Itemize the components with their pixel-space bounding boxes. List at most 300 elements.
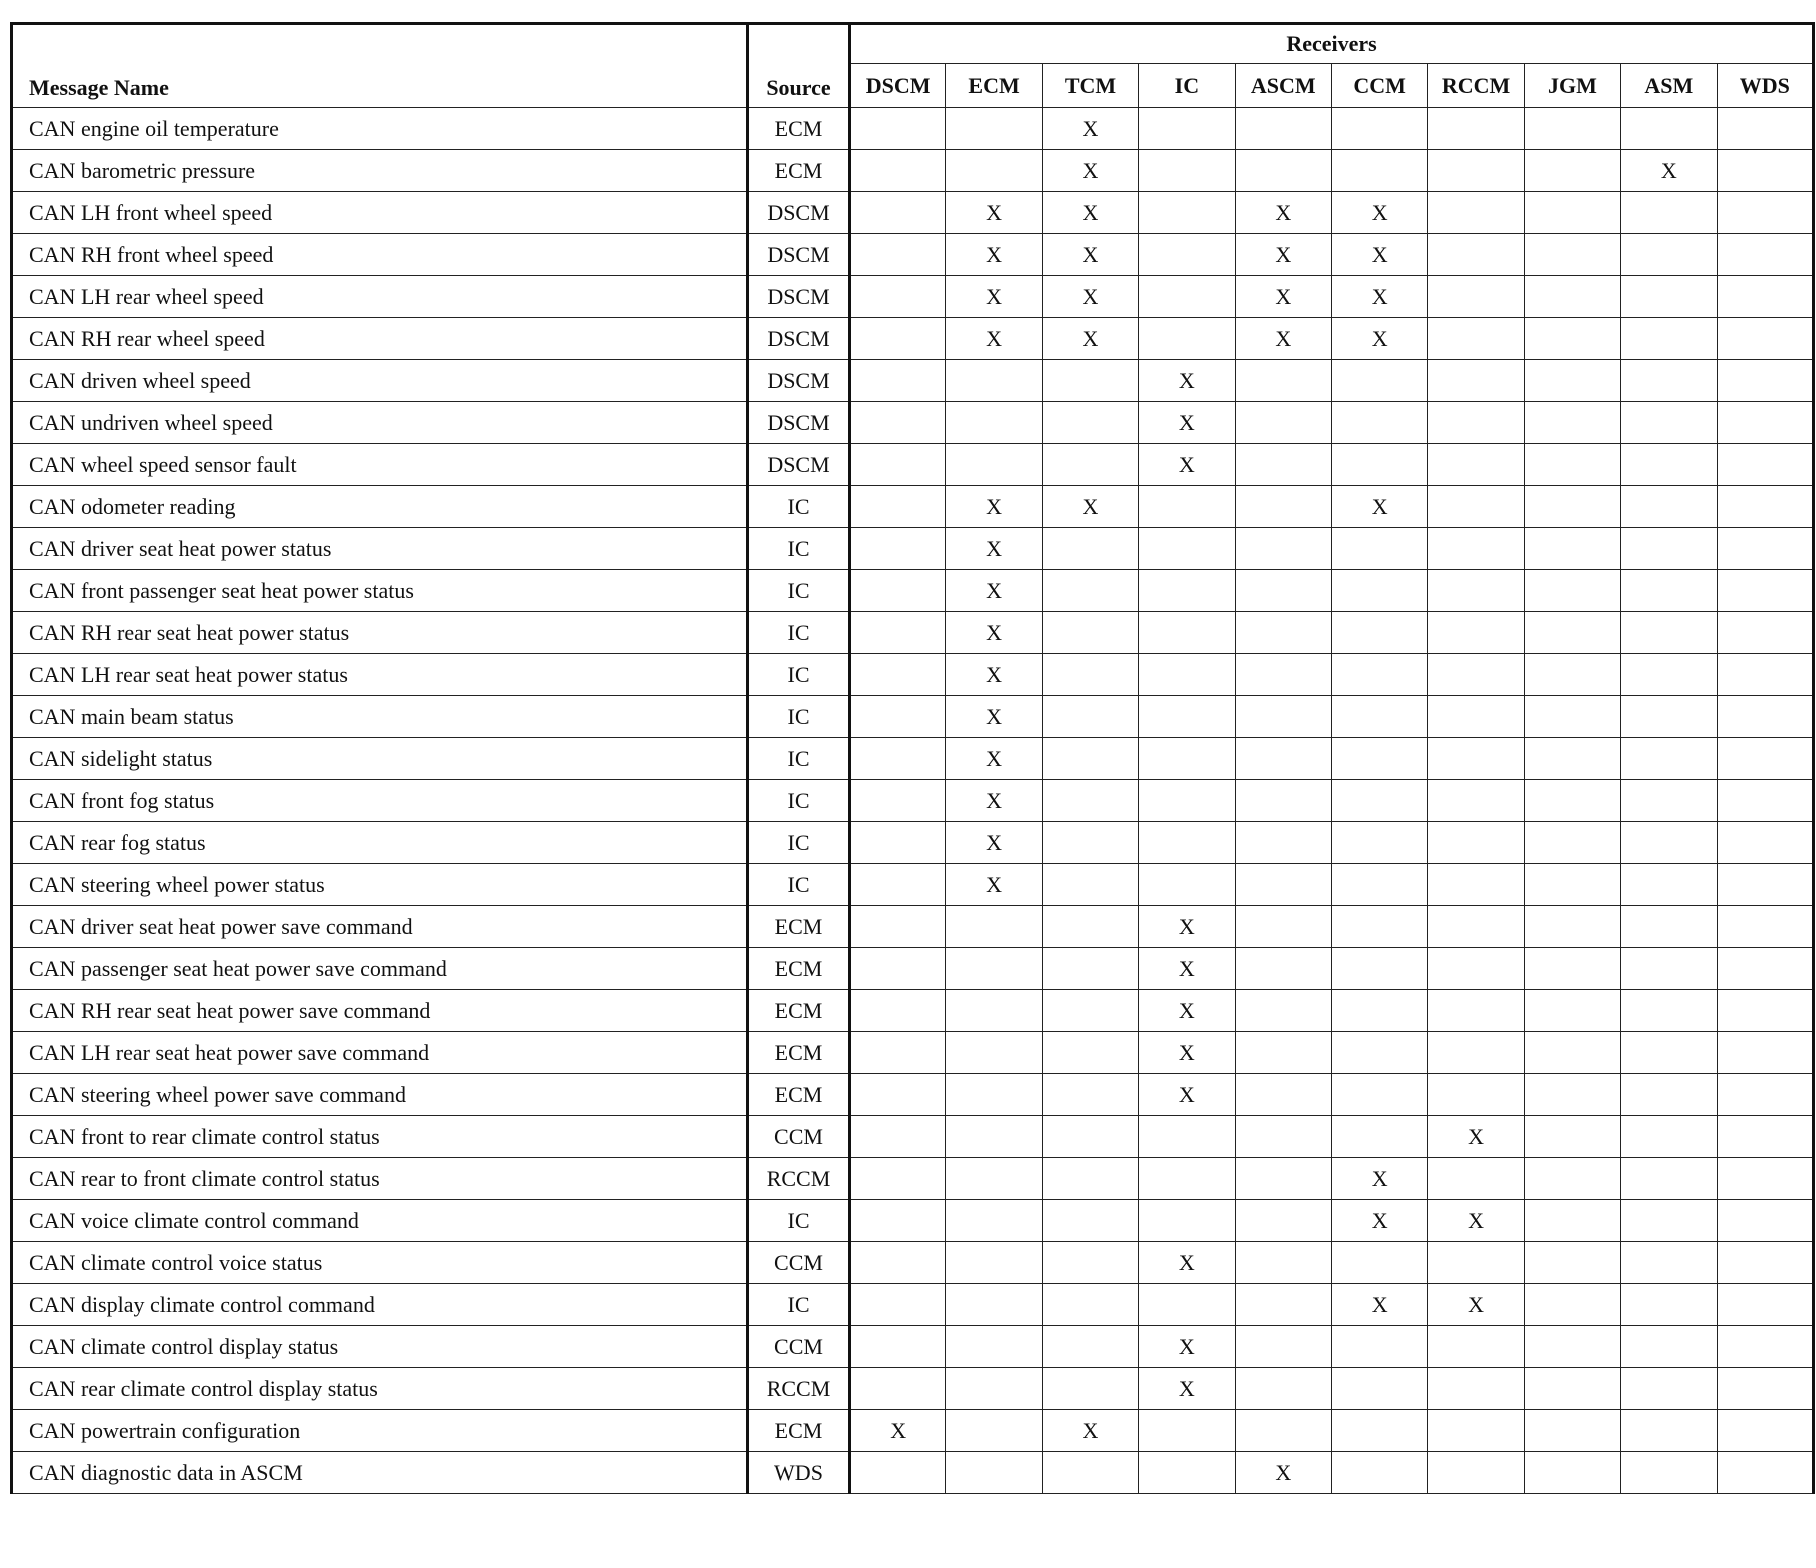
receiver-empty-dscm <box>850 150 946 192</box>
receiver-empty-ic <box>1139 318 1235 360</box>
receiver-mark-asm: X <box>1621 150 1717 192</box>
receiver-empty-ccm <box>1331 948 1427 990</box>
receiver-empty-rccm <box>1428 402 1524 444</box>
receiver-empty-rccm <box>1428 108 1524 150</box>
receiver-empty-wds <box>1717 1284 1814 1326</box>
receiver-empty-dscm <box>850 1032 946 1074</box>
receiver-empty-rccm <box>1428 150 1524 192</box>
receiver-mark-ic: X <box>1139 990 1235 1032</box>
receiver-empty-ccm <box>1331 906 1427 948</box>
receiver-empty-ascm <box>1235 1368 1331 1410</box>
receiver-empty-ascm <box>1235 654 1331 696</box>
receiver-empty-asm <box>1621 1200 1717 1242</box>
receiver-empty-ascm <box>1235 1158 1331 1200</box>
receiver-empty-jgm <box>1524 108 1620 150</box>
receiver-empty-ecm <box>946 1284 1042 1326</box>
receiver-mark-tcm: X <box>1042 150 1138 192</box>
receiver-empty-wds <box>1717 444 1814 486</box>
receiver-empty-ascm <box>1235 738 1331 780</box>
receiver-empty-ccm <box>1331 864 1427 906</box>
receiver-empty-tcm <box>1042 822 1138 864</box>
receiver-empty-dscm <box>850 864 946 906</box>
receiver-empty-tcm <box>1042 1242 1138 1284</box>
source-cell: IC <box>748 780 850 822</box>
receiver-empty-jgm <box>1524 906 1620 948</box>
message-name-cell: CAN passenger seat heat power save command <box>12 948 748 990</box>
message-name-cell: CAN rear fog status <box>12 822 748 864</box>
source-cell: CCM <box>748 1242 850 1284</box>
receiver-mark-ecm: X <box>946 192 1042 234</box>
receiver-empty-jgm <box>1524 1032 1620 1074</box>
receiver-empty-ic <box>1139 738 1235 780</box>
receiver-empty-asm <box>1621 234 1717 276</box>
source-cell: WDS <box>748 1452 850 1494</box>
receiver-empty-tcm <box>1042 696 1138 738</box>
receiver-mark-ccm: X <box>1331 318 1427 360</box>
receiver-empty-jgm <box>1524 528 1620 570</box>
receiver-mark-ascm: X <box>1235 234 1331 276</box>
receiver-empty-ccm <box>1331 108 1427 150</box>
receiver-empty-ic <box>1139 1200 1235 1242</box>
receiver-mark-ecm: X <box>946 234 1042 276</box>
receiver-empty-ascm <box>1235 1074 1331 1116</box>
message-name-cell: CAN RH rear seat heat power status <box>12 612 748 654</box>
receiver-empty-asm <box>1621 108 1717 150</box>
receiver-empty-jgm <box>1524 1158 1620 1200</box>
receiver-empty-ccm <box>1331 738 1427 780</box>
table-row <box>12 486 1814 528</box>
receiver-empty-rccm <box>1428 654 1524 696</box>
table-row <box>12 822 1814 864</box>
receiver-empty-rccm <box>1428 276 1524 318</box>
message-name-cell: CAN climate control voice status <box>12 1242 748 1284</box>
message-name-cell: CAN RH front wheel speed <box>12 234 748 276</box>
receiver-empty-rccm <box>1428 906 1524 948</box>
message-name-cell: CAN sidelight status <box>12 738 748 780</box>
receiver-empty-wds <box>1717 486 1814 528</box>
receiver-empty-ecm <box>946 1032 1042 1074</box>
receiver-empty-rccm <box>1428 822 1524 864</box>
receiver-empty-jgm <box>1524 864 1620 906</box>
receiver-empty-ccm <box>1331 654 1427 696</box>
receiver-header-dscm: DSCM <box>850 64 946 108</box>
receiver-empty-jgm <box>1524 1410 1620 1452</box>
receiver-empty-wds <box>1717 1032 1814 1074</box>
receiver-empty-dscm <box>850 1200 946 1242</box>
receiver-empty-asm <box>1621 612 1717 654</box>
receiver-empty-rccm <box>1428 444 1524 486</box>
source-cell: IC <box>748 612 850 654</box>
receiver-empty-ic <box>1139 108 1235 150</box>
receiver-empty-jgm <box>1524 402 1620 444</box>
message-name-cell: CAN LH rear seat heat power status <box>12 654 748 696</box>
message-name-cell: CAN front to rear climate control status <box>12 1116 748 1158</box>
receiver-mark-ascm: X <box>1235 318 1331 360</box>
can-message-matrix-table <box>10 22 1815 1494</box>
receiver-empty-wds <box>1717 780 1814 822</box>
receiver-empty-asm <box>1621 360 1717 402</box>
receiver-empty-rccm <box>1428 780 1524 822</box>
table-row <box>12 780 1814 822</box>
source-cell: ECM <box>748 948 850 990</box>
table-row <box>12 192 1814 234</box>
message-name-cell: CAN steering wheel power save command <box>12 1074 748 1116</box>
receiver-mark-ic: X <box>1139 1242 1235 1284</box>
table-header <box>12 24 1814 108</box>
receiver-empty-dscm <box>850 1452 946 1494</box>
receiver-empty-jgm <box>1524 486 1620 528</box>
receiver-empty-asm <box>1621 1452 1717 1494</box>
source-cell: RCCM <box>748 1158 850 1200</box>
receiver-empty-dscm <box>850 276 946 318</box>
receiver-empty-jgm <box>1524 1200 1620 1242</box>
receiver-empty-wds <box>1717 570 1814 612</box>
source-header: Source <box>748 24 850 108</box>
table-row <box>12 108 1814 150</box>
receiver-mark-ic: X <box>1139 906 1235 948</box>
receiver-empty-rccm <box>1428 864 1524 906</box>
source-cell: DSCM <box>748 402 850 444</box>
message-name-cell: CAN climate control display status <box>12 1326 748 1368</box>
receiver-empty-asm <box>1621 192 1717 234</box>
table-row <box>12 612 1814 654</box>
receiver-empty-wds <box>1717 822 1814 864</box>
receiver-empty-ecm <box>946 108 1042 150</box>
receiver-mark-ic: X <box>1139 444 1235 486</box>
receiver-empty-tcm <box>1042 1032 1138 1074</box>
table-row <box>12 402 1814 444</box>
receiver-empty-asm <box>1621 570 1717 612</box>
table-row <box>12 1158 1814 1200</box>
receiver-empty-ecm <box>946 1116 1042 1158</box>
receiver-mark-ascm: X <box>1235 1452 1331 1494</box>
receiver-mark-tcm: X <box>1042 192 1138 234</box>
source-cell: IC <box>748 528 850 570</box>
receiver-empty-jgm <box>1524 1368 1620 1410</box>
receiver-empty-asm <box>1621 1032 1717 1074</box>
receiver-empty-tcm <box>1042 1200 1138 1242</box>
receiver-empty-ccm <box>1331 1074 1427 1116</box>
table-row <box>12 528 1814 570</box>
receiver-empty-wds <box>1717 360 1814 402</box>
receiver-header-ic: IC <box>1139 64 1235 108</box>
receiver-empty-dscm <box>850 318 946 360</box>
receiver-empty-ascm <box>1235 864 1331 906</box>
receiver-empty-asm <box>1621 780 1717 822</box>
receiver-empty-dscm <box>850 570 946 612</box>
receiver-empty-asm <box>1621 1242 1717 1284</box>
receiver-empty-dscm <box>850 1368 946 1410</box>
message-name-cell: CAN driver seat heat power save command <box>12 906 748 948</box>
receiver-empty-rccm <box>1428 1452 1524 1494</box>
receiver-empty-tcm <box>1042 906 1138 948</box>
message-name-cell: CAN LH rear seat heat power save command <box>12 1032 748 1074</box>
receiver-empty-dscm <box>850 108 946 150</box>
receiver-empty-wds <box>1717 738 1814 780</box>
receiver-empty-tcm <box>1042 948 1138 990</box>
receiver-empty-dscm <box>850 486 946 528</box>
source-cell: IC <box>748 822 850 864</box>
receiver-empty-dscm <box>850 234 946 276</box>
receiver-empty-ccm <box>1331 1242 1427 1284</box>
receiver-empty-rccm <box>1428 1074 1524 1116</box>
receiver-empty-dscm <box>850 1116 946 1158</box>
message-name-cell: CAN front passenger seat heat power status <box>12 570 748 612</box>
receiver-empty-rccm <box>1428 1368 1524 1410</box>
receiver-mark-ic: X <box>1139 1368 1235 1410</box>
receiver-empty-ascm <box>1235 402 1331 444</box>
receiver-empty-asm <box>1621 948 1717 990</box>
receiver-empty-ccm <box>1331 570 1427 612</box>
source-cell: ECM <box>748 1410 850 1452</box>
message-name-cell: CAN diagnostic data in ASCM <box>12 1452 748 1494</box>
receiver-empty-rccm <box>1428 1242 1524 1284</box>
receiver-empty-ccm <box>1331 780 1427 822</box>
receiver-empty-jgm <box>1524 1452 1620 1494</box>
table-row <box>12 1116 1814 1158</box>
receiver-mark-ecm: X <box>946 654 1042 696</box>
receiver-empty-ccm <box>1331 696 1427 738</box>
source-cell: ECM <box>748 906 850 948</box>
receiver-mark-ic: X <box>1139 948 1235 990</box>
receiver-empty-wds <box>1717 1116 1814 1158</box>
table-body <box>12 108 1814 1494</box>
table-row <box>12 360 1814 402</box>
table-row <box>12 234 1814 276</box>
receiver-empty-ecm <box>946 1410 1042 1452</box>
message-name-cell: CAN driven wheel speed <box>12 360 748 402</box>
receiver-empty-asm <box>1621 738 1717 780</box>
receiver-empty-ecm <box>946 990 1042 1032</box>
receiver-empty-jgm <box>1524 612 1620 654</box>
receiver-empty-rccm <box>1428 948 1524 990</box>
receiver-empty-ecm <box>946 1242 1042 1284</box>
receiver-empty-tcm <box>1042 1326 1138 1368</box>
receiver-empty-ecm <box>946 402 1042 444</box>
table-row <box>12 696 1814 738</box>
receiver-empty-rccm <box>1428 318 1524 360</box>
receiver-empty-rccm <box>1428 1158 1524 1200</box>
receiver-empty-ic <box>1139 234 1235 276</box>
receiver-empty-asm <box>1621 906 1717 948</box>
message-name-cell: CAN RH rear wheel speed <box>12 318 748 360</box>
message-name-cell: CAN LH rear wheel speed <box>12 276 748 318</box>
receiver-empty-rccm <box>1428 738 1524 780</box>
header-row-top <box>12 24 1814 64</box>
receiver-empty-wds <box>1717 1326 1814 1368</box>
receiver-header-rccm: RCCM <box>1428 64 1524 108</box>
source-cell: ECM <box>748 1074 850 1116</box>
receiver-empty-wds <box>1717 654 1814 696</box>
receiver-empty-ic <box>1139 486 1235 528</box>
message-name-cell: CAN engine oil temperature <box>12 108 748 150</box>
receiver-empty-jgm <box>1524 696 1620 738</box>
message-name-cell: CAN display climate control command <box>12 1284 748 1326</box>
receiver-empty-ic <box>1139 696 1235 738</box>
receiver-mark-ic: X <box>1139 360 1235 402</box>
receiver-empty-tcm <box>1042 528 1138 570</box>
receiver-empty-ccm <box>1331 402 1427 444</box>
receiver-mark-ascm: X <box>1235 276 1331 318</box>
receiver-empty-tcm <box>1042 1452 1138 1494</box>
message-name-header: Message Name <box>12 24 748 108</box>
receiver-mark-ccm: X <box>1331 234 1427 276</box>
receiver-mark-ccm: X <box>1331 1200 1427 1242</box>
receiver-empty-jgm <box>1524 822 1620 864</box>
receiver-empty-tcm <box>1042 444 1138 486</box>
receiver-empty-rccm <box>1428 612 1524 654</box>
receiver-empty-ascm <box>1235 1242 1331 1284</box>
receiver-mark-ecm: X <box>946 570 1042 612</box>
receiver-empty-dscm <box>850 1242 946 1284</box>
table-row <box>12 1410 1814 1452</box>
receiver-empty-asm <box>1621 1074 1717 1116</box>
receiver-empty-dscm <box>850 1284 946 1326</box>
receiver-empty-tcm <box>1042 570 1138 612</box>
receiver-empty-tcm <box>1042 402 1138 444</box>
receiver-mark-ecm: X <box>946 528 1042 570</box>
receiver-empty-asm <box>1621 444 1717 486</box>
receiver-empty-asm <box>1621 696 1717 738</box>
receiver-empty-asm <box>1621 276 1717 318</box>
receiver-empty-ic <box>1139 654 1235 696</box>
source-cell: ECM <box>748 1032 850 1074</box>
receiver-mark-ecm: X <box>946 822 1042 864</box>
receiver-empty-ic <box>1139 276 1235 318</box>
receiver-empty-ascm <box>1235 528 1331 570</box>
receiver-header-jgm: JGM <box>1524 64 1620 108</box>
receiver-empty-dscm <box>850 990 946 1032</box>
receiver-empty-asm <box>1621 990 1717 1032</box>
message-name-cell: CAN rear climate control display status <box>12 1368 748 1410</box>
receiver-mark-rccm: X <box>1428 1200 1524 1242</box>
receiver-empty-jgm <box>1524 1242 1620 1284</box>
receiver-mark-ascm: X <box>1235 192 1331 234</box>
receiver-mark-ccm: X <box>1331 276 1427 318</box>
table-row <box>12 444 1814 486</box>
receiver-empty-wds <box>1717 1074 1814 1116</box>
receiver-empty-ic <box>1139 1158 1235 1200</box>
receiver-empty-jgm <box>1524 654 1620 696</box>
receiver-empty-ccm <box>1331 612 1427 654</box>
message-name-cell: CAN odometer reading <box>12 486 748 528</box>
receiver-empty-asm <box>1621 402 1717 444</box>
message-name-cell: CAN voice climate control command <box>12 1200 748 1242</box>
receiver-mark-tcm: X <box>1042 234 1138 276</box>
receiver-empty-ccm <box>1331 1410 1427 1452</box>
receiver-empty-ic <box>1139 570 1235 612</box>
receiver-empty-jgm <box>1524 150 1620 192</box>
receiver-mark-ccm: X <box>1331 486 1427 528</box>
message-name-cell: CAN main beam status <box>12 696 748 738</box>
receiver-empty-ccm <box>1331 822 1427 864</box>
receiver-empty-tcm <box>1042 780 1138 822</box>
receiver-mark-ecm: X <box>946 612 1042 654</box>
receiver-empty-rccm <box>1428 990 1524 1032</box>
receiver-empty-jgm <box>1524 780 1620 822</box>
receiver-empty-wds <box>1717 528 1814 570</box>
receiver-empty-tcm <box>1042 1284 1138 1326</box>
receiver-empty-ascm <box>1235 612 1331 654</box>
receiver-empty-tcm <box>1042 612 1138 654</box>
message-name-cell: CAN powertrain configuration <box>12 1410 748 1452</box>
source-cell: ECM <box>748 108 850 150</box>
receiver-empty-jgm <box>1524 570 1620 612</box>
receiver-empty-asm <box>1621 1116 1717 1158</box>
receiver-empty-ic <box>1139 1116 1235 1158</box>
table-row <box>12 990 1814 1032</box>
receiver-empty-ascm <box>1235 990 1331 1032</box>
receiver-empty-wds <box>1717 1410 1814 1452</box>
receiver-header-ascm: ASCM <box>1235 64 1331 108</box>
receiver-empty-asm <box>1621 486 1717 528</box>
receiver-mark-ecm: X <box>946 738 1042 780</box>
receiver-empty-ccm <box>1331 1032 1427 1074</box>
receiver-empty-ascm <box>1235 780 1331 822</box>
receiver-mark-tcm: X <box>1042 108 1138 150</box>
receiver-empty-wds <box>1717 1368 1814 1410</box>
receiver-empty-dscm <box>850 738 946 780</box>
receiver-empty-jgm <box>1524 948 1620 990</box>
receiver-empty-wds <box>1717 108 1814 150</box>
receiver-empty-ecm <box>946 1074 1042 1116</box>
receiver-empty-jgm <box>1524 234 1620 276</box>
receiver-empty-wds <box>1717 864 1814 906</box>
receiver-empty-dscm <box>850 906 946 948</box>
receiver-empty-dscm <box>850 1158 946 1200</box>
receiver-empty-ascm <box>1235 1116 1331 1158</box>
receiver-mark-ecm: X <box>946 318 1042 360</box>
receiver-mark-dscm: X <box>850 1410 946 1452</box>
receiver-empty-rccm <box>1428 528 1524 570</box>
receiver-empty-rccm <box>1428 570 1524 612</box>
table-row <box>12 1326 1814 1368</box>
message-name-cell: CAN rear to front climate control status <box>12 1158 748 1200</box>
receiver-empty-jgm <box>1524 360 1620 402</box>
table-row <box>12 738 1814 780</box>
receiver-empty-dscm <box>850 360 946 402</box>
receiver-empty-ascm <box>1235 822 1331 864</box>
receiver-empty-ecm <box>946 1452 1042 1494</box>
receiver-empty-ccm <box>1331 150 1427 192</box>
receiver-empty-rccm <box>1428 192 1524 234</box>
receiver-header-ccm: CCM <box>1331 64 1427 108</box>
receiver-empty-wds <box>1717 234 1814 276</box>
receiver-empty-ccm <box>1331 990 1427 1032</box>
receiver-empty-ic <box>1139 192 1235 234</box>
source-cell: ECM <box>748 990 850 1032</box>
receiver-empty-ecm <box>946 1200 1042 1242</box>
receiver-empty-wds <box>1717 948 1814 990</box>
receiver-empty-ascm <box>1235 696 1331 738</box>
receiver-empty-rccm <box>1428 360 1524 402</box>
receiver-empty-tcm <box>1042 1368 1138 1410</box>
receiver-empty-ccm <box>1331 1452 1427 1494</box>
receiver-empty-wds <box>1717 612 1814 654</box>
receiver-empty-ascm <box>1235 1326 1331 1368</box>
message-name-cell: CAN LH front wheel speed <box>12 192 748 234</box>
receiver-empty-rccm <box>1428 234 1524 276</box>
receiver-empty-dscm <box>850 654 946 696</box>
table-row <box>12 276 1814 318</box>
receivers-header: Receivers <box>850 24 1814 64</box>
source-cell: IC <box>748 738 850 780</box>
receiver-empty-ecm <box>946 1326 1042 1368</box>
source-cell: CCM <box>748 1326 850 1368</box>
receiver-empty-ascm <box>1235 108 1331 150</box>
receiver-empty-ccm <box>1331 528 1427 570</box>
message-name-cell: CAN wheel speed sensor fault <box>12 444 748 486</box>
